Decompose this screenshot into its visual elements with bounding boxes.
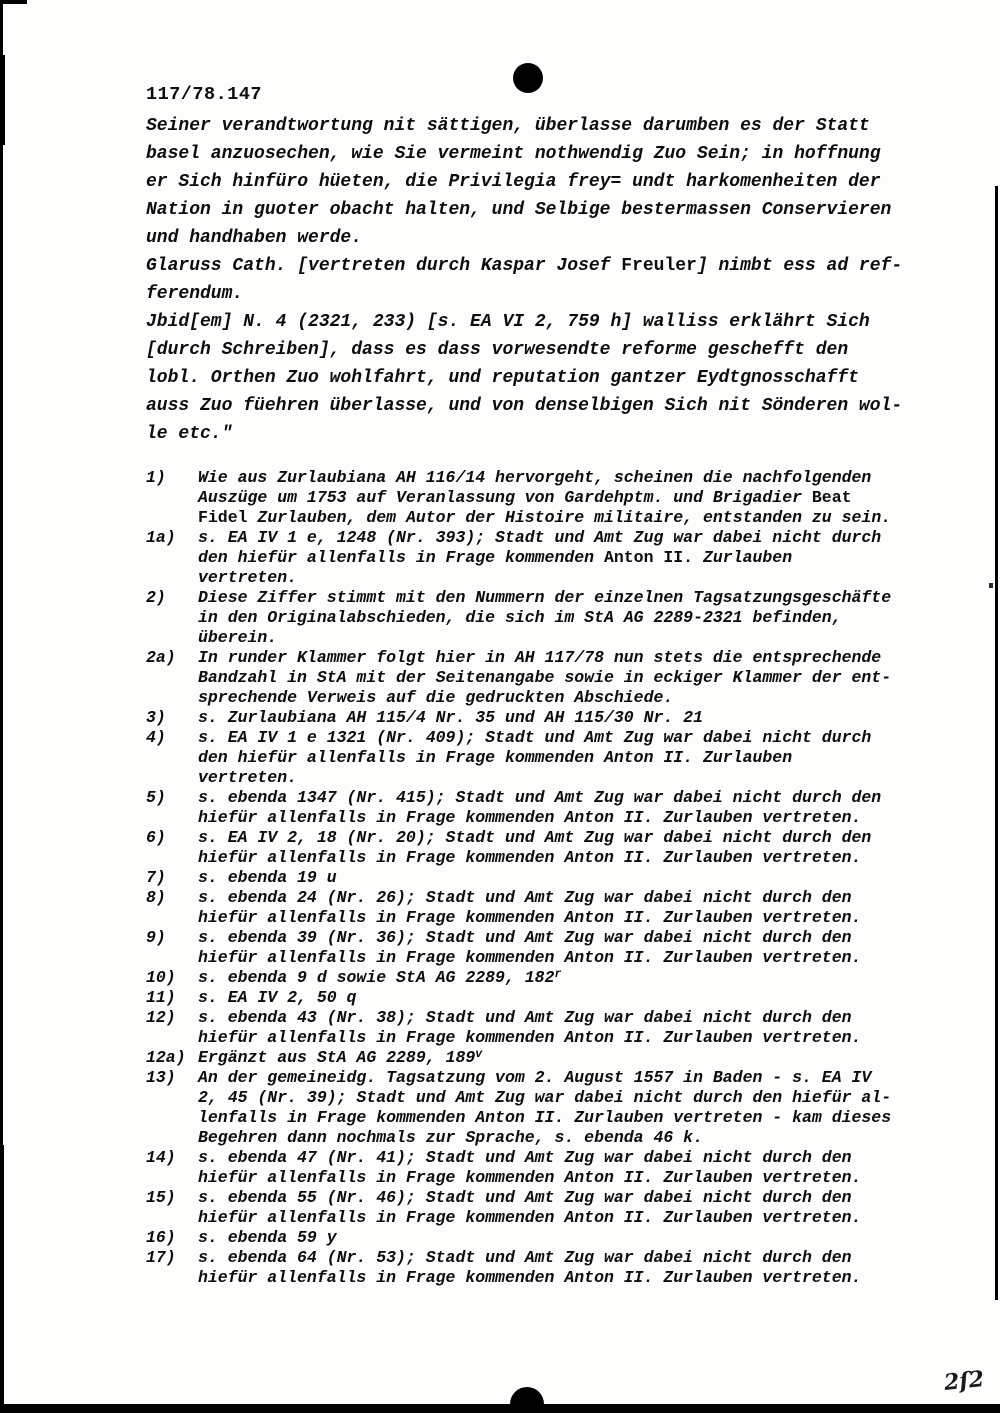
text-segment: In runder Klammer folgt hier in AH 117/78 nun stets die entsprechende — [198, 648, 882, 667]
body-text-line — [146, 280, 902, 308]
text-segment: hiefür allenfalls in Frage kommenden Anton II. Zurlauben vertreten. — [198, 1168, 862, 1187]
text-segment: basel anzuosechen, wie Sie vermeint nothwendig Zuo Sein; in hoffnung — [146, 144, 881, 164]
text-segment: s. ebenda 59 y — [198, 1228, 337, 1247]
text-segment: s. ebenda 47 (Nr. 41); Stadt und Amt Zug war dabei nicht durch den — [198, 1148, 852, 1167]
footnote-lines — [198, 648, 891, 708]
text-segment: Zurlauben, dem Autor der Histoire militaire, entstanden zu sein. — [247, 508, 892, 527]
footnote-label: 14) — [146, 1148, 176, 1167]
scan-edge-left-thick — [0, 55, 5, 145]
footnote-line — [198, 508, 891, 528]
footnote-label: 11) — [146, 988, 176, 1007]
footnote-lines — [198, 528, 881, 588]
footnote-line — [198, 628, 891, 648]
footnote-lines — [198, 1188, 861, 1228]
footnote — [146, 788, 891, 828]
footnote-lines — [198, 1008, 861, 1048]
text-segment: s. ebenda 1347 (Nr. 415); Stadt und Amt Zug war dabei nicht durch den — [198, 788, 882, 807]
footnote — [146, 988, 891, 1008]
text-segment: s. ebenda 39 (Nr. 36); Stadt und Amt Zug war dabei nicht durch den — [198, 928, 852, 947]
footnote — [146, 968, 891, 988]
body-text-line — [146, 252, 902, 280]
text-segment: Nation in guoter obacht halten, und Selbige bestermassen Conservieren — [146, 200, 892, 220]
footnote-line — [198, 768, 871, 788]
emphasized-text: Beat — [811, 488, 852, 507]
text-segment: hiefür allenfalls in Frage kommenden Anton II. Zurlauben vertreten. — [198, 808, 862, 827]
footnote — [146, 468, 891, 528]
footnote — [146, 708, 891, 728]
body-text-line — [146, 196, 902, 224]
text-segment: 2, 45 (Nr. 39); Stadt und Amt Zug war dabei nicht durch den hiefür al- — [198, 1088, 892, 1107]
text-segment: den hiefür allenfalls in Frage kommenden — [198, 548, 604, 567]
footnote — [146, 1068, 891, 1148]
superscript-text: v — [475, 1047, 483, 1061]
footnote-label: 6) — [146, 828, 166, 847]
footnote-label: 8) — [146, 888, 166, 907]
footnote-line — [198, 1248, 861, 1268]
text-segment: in den Originalabschieden, die sich im StA AG 2289-2321 befinden, — [198, 608, 842, 627]
footnote — [146, 888, 891, 928]
footnote-label: 12a) — [146, 1048, 186, 1067]
footnote-lines — [198, 788, 881, 828]
footnote-lines — [198, 888, 861, 928]
footnote-lines — [198, 468, 891, 528]
footnote-line — [198, 468, 891, 488]
footnote-line — [198, 588, 891, 608]
body-text-line — [146, 112, 902, 140]
text-segment: Begehren dann nochmals zur Sprache, s. ebenda 46 k. — [198, 1128, 703, 1147]
footnote-line — [198, 1088, 891, 1108]
footnote-line — [198, 1168, 861, 1188]
footnote — [146, 588, 891, 648]
text-segment: Seiner verandtwortung nit sättigen, überlasse darumben es der Statt — [146, 116, 870, 136]
text-segment: s. EA IV 2, 50 q — [198, 988, 357, 1007]
body-text-line — [146, 140, 902, 168]
text-segment: Auszüge um 1753 auf Veranlassung von Gardehptm. und Brigadier — [198, 488, 812, 507]
scan-edge-left-bottom — [0, 1145, 4, 1413]
footnote-line — [198, 568, 881, 588]
text-segment: sprechende Verweis auf die gedruckten Abschiede. — [198, 688, 674, 707]
emphasized-text: Fidel — [198, 508, 248, 527]
body-text-line — [146, 168, 902, 196]
footnote — [146, 1048, 891, 1068]
text-segment: s. ebenda 55 (Nr. 46); Stadt und Amt Zug war dabei nicht durch den — [198, 1188, 852, 1207]
text-segment: Zurlauben — [693, 548, 793, 567]
footnotes-block — [146, 468, 891, 1288]
text-segment: hiefür allenfalls in Frage kommenden Anton II. Zurlauben vertreten. — [198, 1028, 862, 1047]
footnote — [146, 1228, 891, 1248]
footnote — [146, 728, 891, 788]
superscript-text: r — [554, 967, 562, 981]
footnote-line — [198, 608, 891, 628]
text-segment: Bandzahl in StA mit der Seitenangabe sowie in eckiger Klammer der ent- — [198, 668, 892, 687]
footnote-lines — [198, 988, 356, 1008]
footnote-line — [198, 928, 861, 948]
text-segment: s. ebenda 9 d sowie StA AG 2289, 182 — [198, 968, 555, 987]
text-segment: vertreten. — [198, 768, 298, 787]
footnote-line — [198, 828, 871, 848]
footnote-label: 15) — [146, 1188, 176, 1207]
text-segment: vertreten. — [198, 568, 298, 587]
footnote-line — [198, 988, 356, 1008]
footnote-line — [198, 1128, 891, 1148]
footnote-line — [198, 948, 861, 968]
footnote-line — [198, 1108, 891, 1128]
footnote-line — [198, 668, 891, 688]
text-segment: hiefür allenfalls in Frage kommenden Anton II. Zurlauben vertreten. — [198, 848, 862, 867]
emphasized-text: Anton II. — [603, 548, 694, 567]
footnote-line — [198, 1148, 861, 1168]
footnote-line — [198, 1188, 861, 1208]
footnote-lines — [198, 928, 861, 968]
footnote-line — [198, 968, 561, 988]
text-segment: s. EA IV 1 e 1321 (Nr. 409); Stadt und Amt Zug war dabei nicht durch — [198, 728, 872, 747]
text-segment: [durch Schreiben], dass es dass vorwesendte reforme geschefft den — [146, 340, 849, 360]
footnote-label: 3) — [146, 708, 166, 727]
footnote — [146, 868, 891, 888]
footnote-lines — [198, 1228, 337, 1248]
scan-edge-top-mark — [0, 0, 27, 4]
footnote-line — [198, 888, 861, 908]
footnote-label: 1) — [146, 468, 166, 487]
footnote-lines — [198, 1068, 891, 1148]
footnote-line — [198, 908, 861, 928]
footnote-label: 1a) — [146, 528, 176, 547]
punch-hole-mark-top — [513, 63, 543, 93]
footnote-line — [198, 1008, 861, 1028]
footnote — [146, 1188, 891, 1228]
footnote-line — [198, 728, 871, 748]
text-segment: überein. — [198, 628, 278, 647]
text-segment: s. ebenda 64 (Nr. 53); Stadt und Amt Zug war dabei nicht durch den — [198, 1248, 852, 1267]
footnote-line — [198, 748, 871, 768]
footnote-line — [198, 1028, 861, 1048]
text-segment: s. ebenda 24 (Nr. 26); Stadt und Amt Zug war dabei nicht durch den — [198, 888, 852, 907]
footnote-line — [198, 1268, 861, 1288]
footnote-lines — [198, 868, 337, 888]
footnote-line — [198, 1068, 891, 1088]
text-segment: s. EA IV 2, 18 (Nr. 20); Stadt und Amt Zug war dabei nicht durch den — [198, 828, 872, 847]
scan-edge-bottom-bar — [0, 1404, 1000, 1413]
text-segment: ferendum. — [146, 284, 244, 304]
footnote — [146, 1248, 891, 1288]
document-number: 117/78.147 — [146, 84, 263, 105]
text-segment: Diese Ziffer stimmt mit den Nummern der einzelnen Tagsatzungsgeschäfte — [198, 588, 892, 607]
text-segment: hiefür allenfalls in Frage kommenden Anton II. Zurlauben vertreten. — [198, 1268, 862, 1287]
footnote-line — [198, 1228, 337, 1248]
text-segment: auss Zuo füehren überlasse, und von denselbigen Sich nit Sönderen wol- — [146, 396, 903, 416]
text-segment: er Sich hinfüro hüeten, die Privilegia frey= undt harkomenheiten der — [146, 172, 881, 192]
body-text-line — [146, 364, 902, 392]
footnote-lines — [198, 588, 891, 648]
footnote-label: 13) — [146, 1068, 176, 1087]
footnote-label: 10) — [146, 968, 176, 987]
footnote-lines — [198, 828, 871, 868]
body-text-block — [146, 112, 902, 448]
footnote — [146, 928, 891, 968]
footnote-line — [198, 848, 871, 868]
text-segment: ] nimbt ess ad ref- — [696, 256, 903, 276]
text-segment: s. ebenda 43 (Nr. 38); Stadt und Amt Zug war dabei nicht durch den — [198, 1008, 852, 1027]
text-segment: s. Zurlaubiana AH 115/4 Nr. 35 und AH 115/30 Nr. 21 — [198, 708, 703, 727]
footnote-line — [198, 788, 881, 808]
body-text-line — [146, 224, 902, 252]
footnote-lines — [198, 1248, 861, 1288]
footnote-label: 12) — [146, 1008, 176, 1027]
body-text-line — [146, 392, 902, 420]
footnote-line — [198, 528, 881, 548]
text-segment: Glaruss Cath. [vertreten durch Kaspar Josef — [146, 256, 622, 276]
footnote — [146, 1148, 891, 1188]
footnote-line — [198, 1208, 861, 1228]
scan-edge-right — [995, 186, 998, 1300]
scan-speck — [989, 583, 993, 588]
footnote-line — [198, 708, 703, 728]
text-segment: s. ebenda 19 u — [198, 868, 337, 887]
footnote — [146, 648, 891, 708]
handwritten-mark: 2ſ2 — [942, 1365, 986, 1397]
footnote-lines — [198, 1048, 482, 1068]
footnote-line — [198, 1048, 482, 1068]
footnote-line — [198, 688, 891, 708]
footnote-line — [198, 868, 337, 888]
footnote — [146, 528, 891, 588]
footnote-line — [198, 808, 881, 828]
footnote-label: 4) — [146, 728, 166, 747]
footnote-line — [198, 488, 891, 508]
footnote-label: 5) — [146, 788, 166, 807]
footnote-line — [198, 648, 891, 668]
text-segment: hiefür allenfalls in Frage kommenden Anton II. Zurlauben vertreten. — [198, 1208, 862, 1227]
footnote-lines — [198, 968, 561, 988]
text-segment: An der gemeineidg. Tagsatzung vom 2. August 1557 in Baden - s. EA IV — [198, 1068, 872, 1087]
emphasized-text: Freuler — [621, 256, 697, 276]
text-segment: Jbid[em] N. 4 (2321, 233) [s. EA VI 2, 759 h] walliss erklährt Sich — [146, 312, 870, 332]
footnote — [146, 828, 891, 868]
body-text-line — [146, 420, 902, 448]
text-segment: hiefür allenfalls in Frage kommenden Anton II. Zurlauben vertreten. — [198, 948, 862, 967]
footnote-lines — [198, 728, 871, 788]
text-segment: s. EA IV 1 e, 1248 (Nr. 393); Stadt und Amt Zug war dabei nicht durch — [198, 528, 882, 547]
text-segment: Wie aus Zurlaubiana AH 116/14 hervorgeht, scheinen die nachfolgenden — [198, 468, 872, 487]
footnote-lines — [198, 1148, 861, 1188]
text-segment: und handhaben werde. — [146, 228, 363, 248]
text-segment: le etc." — [146, 424, 233, 444]
footnote-label: 17) — [146, 1248, 176, 1267]
text-segment: hiefür allenfalls in Frage kommenden Anton II. Zurlauben vertreten. — [198, 908, 862, 927]
footnote — [146, 1008, 891, 1048]
body-text-line — [146, 308, 902, 336]
text-segment: lenfalls in Frage kommenden Anton II. Zurlauben vertreten - kam dieses — [198, 1108, 892, 1127]
footnote-label: 2a) — [146, 648, 176, 667]
footnote-label: 16) — [146, 1228, 176, 1247]
footnote-label: 2) — [146, 588, 166, 607]
footnote-label: 9) — [146, 928, 166, 947]
body-text-line — [146, 336, 902, 364]
footnote-label: 7) — [146, 868, 166, 887]
text-segment: Ergänzt aus StA AG 2289, 189 — [198, 1048, 476, 1067]
text-segment: lobl. Orthen Zuo wohlfahrt, und reputation gantzer Eydtgnosschafft — [146, 368, 859, 388]
footnote-line — [198, 548, 881, 568]
footnote-lines — [198, 708, 703, 728]
text-segment: den hiefür allenfalls in Frage kommenden Anton II. Zurlauben — [198, 748, 793, 767]
